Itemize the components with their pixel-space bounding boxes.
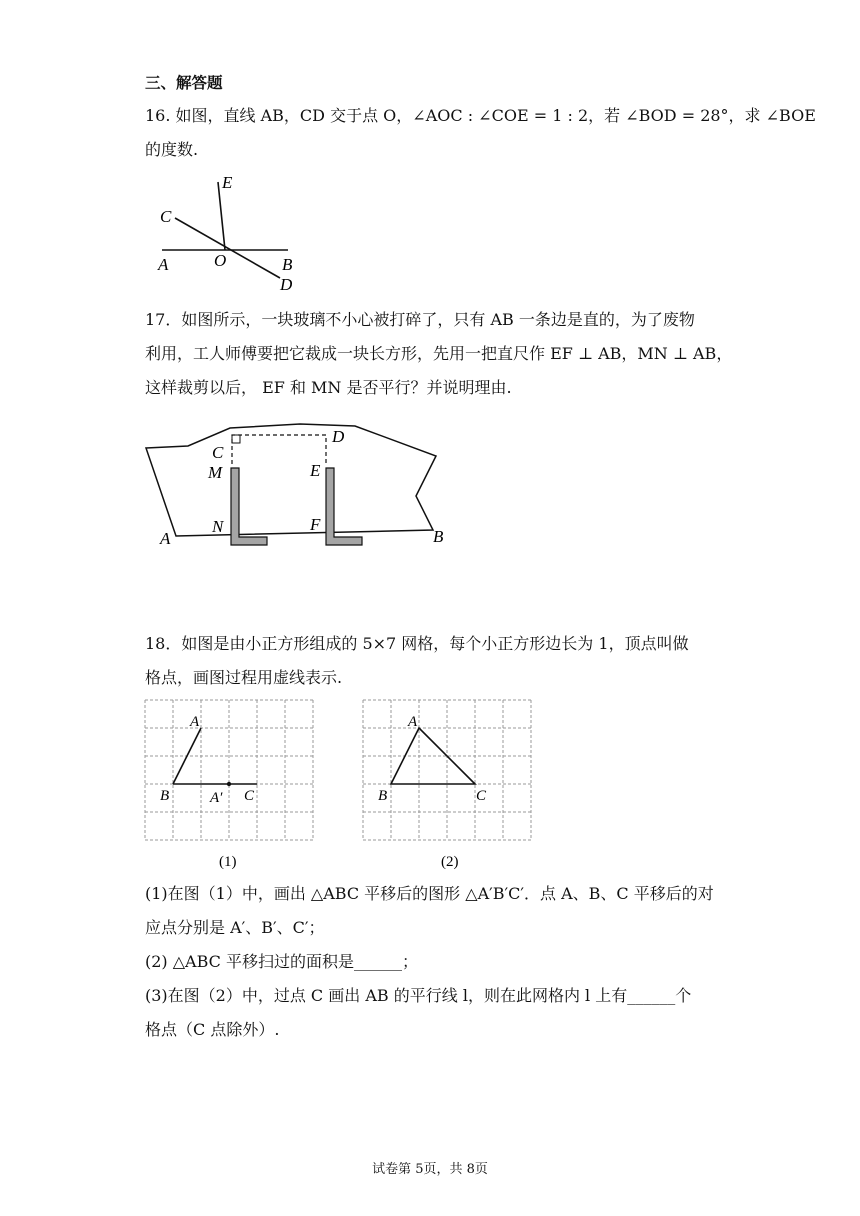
q18-part3-line2: 格点（C 点除外）.	[145, 1020, 280, 1039]
figure-2-caption: (2)	[441, 854, 459, 870]
label-a: A	[158, 255, 169, 274]
section-heading: 三、解答题	[145, 74, 223, 92]
q17-text-line3: 这样裁剪以后， EF 和 MN 是否平行？并说明理由.	[145, 378, 512, 397]
q18-part3-line1: (3)在图（2）中，过点 C 画出 AB 的平行线 l，则在此网格内 l 上有______个	[145, 986, 692, 1005]
ray-oe	[218, 182, 225, 250]
page-footer: 试卷第 5页，共 8页	[372, 1162, 488, 1177]
label-b: B	[282, 255, 293, 274]
label-m: M	[208, 463, 223, 482]
label-n: N	[212, 517, 224, 536]
label-a: A	[190, 714, 200, 730]
ruler-ef	[326, 468, 362, 545]
label-o: O	[214, 251, 227, 270]
q16-text-line1: 16. 如图，直线 AB，CD 交于点 O，∠AOC : ∠COE = 1 : 2，若 ∠BOD = 28°，求 ∠BOE	[145, 106, 816, 125]
label-a-prime: A′	[210, 790, 223, 806]
label-f: F	[310, 515, 321, 534]
glass-outline	[146, 424, 436, 536]
q18-part1-line2: 应点分别是 A′、B′、C′；	[145, 918, 325, 937]
q18-text-line1: 18．如图是由小正方形组成的 5×7 网格，每个小正方形边长为 1，顶点叫做	[145, 634, 689, 653]
q16-figure	[150, 168, 310, 296]
q18-text-line2: 格点，画图过程用虚线表示.	[145, 668, 343, 687]
q16-text-line2: 的度数.	[145, 140, 199, 159]
label-c: C	[160, 207, 172, 226]
grid-1	[145, 700, 313, 840]
label-b: B	[378, 788, 388, 804]
point-a-prime	[227, 782, 231, 786]
q18-figure-2	[358, 698, 543, 873]
label-e: E	[310, 461, 321, 480]
label-a: A	[408, 714, 418, 730]
q17-text-line2: 利用，工人师傅要把它裁成一块长方形，先用一把直尺作 EF ⊥ AB，MN ⊥ AB，	[145, 344, 733, 363]
line-cd	[175, 218, 280, 278]
q17-figure	[140, 418, 460, 553]
grid-2	[363, 700, 531, 840]
label-d: D	[280, 275, 293, 294]
label-c: C	[212, 443, 224, 462]
q18-figure-1	[140, 698, 325, 873]
q18-part1-line1: (1)在图（1）中，画出 △ABC 平移后的图形 △A′B′C′．点 A、B、C 平移后的对	[145, 884, 714, 903]
figure-1-caption: (1)	[219, 854, 237, 870]
right-angle-mark	[232, 435, 240, 443]
label-c: C	[476, 788, 487, 804]
label-b: B	[160, 788, 170, 804]
q18-part2: (2) △ABC 平移扫过的面积是______；	[145, 952, 418, 971]
q17-text-line1: 17．如图所示，一块玻璃不小心被打碎了，只有 AB 一条边是直的，为了废物	[145, 310, 695, 329]
label-c: C	[244, 788, 255, 804]
label-b: B	[433, 527, 444, 546]
cut-rectangle	[232, 435, 326, 464]
label-a: A	[160, 529, 171, 548]
label-e: E	[222, 173, 233, 192]
label-d: D	[332, 427, 345, 446]
